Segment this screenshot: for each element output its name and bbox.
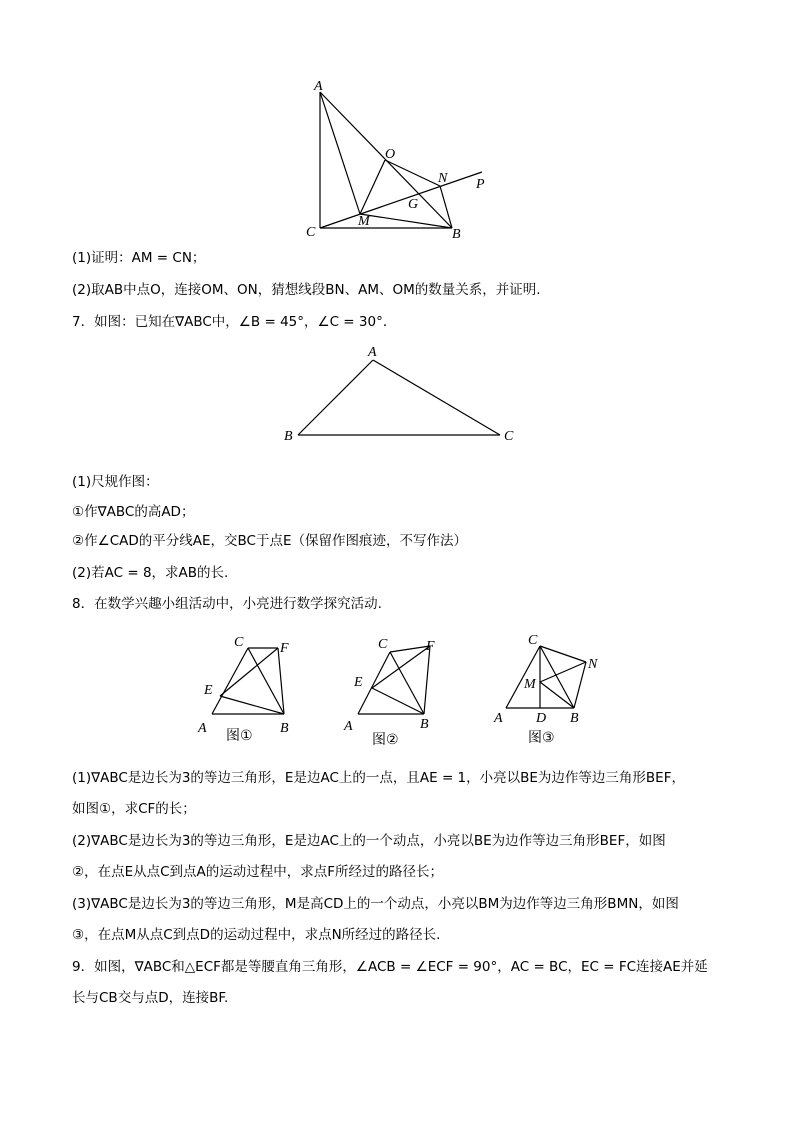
label-d: D: [536, 711, 547, 726]
label-b: B: [420, 717, 429, 732]
label-p: P: [476, 177, 485, 192]
q7-part2: (2)若AC = 8，求AB的长.: [72, 565, 229, 581]
segment-eb: [220, 696, 284, 714]
label-m: M: [358, 214, 370, 229]
q7-part1a: ①作∇ABC的高AD；: [72, 504, 195, 520]
segment-cb: [390, 652, 424, 714]
q8-part1a: (1)∇ABC是边长为3的等边三角形，E是边AC上的一点，且AE = 1，小亮以BE为边作等边三角形BEF，: [72, 770, 685, 786]
label-b: B: [570, 711, 579, 726]
figure-q8-2: [340, 628, 450, 746]
label-f: F: [426, 639, 435, 654]
q7-part1b: ②作∠CAD的平分线AE，交BC于点E（保留作图痕迹，不写作法）: [72, 533, 468, 549]
q9-stem-line2: 长与CB交与点D，连接BF.: [72, 990, 229, 1006]
label-c: C: [306, 225, 316, 240]
segment-ef: [372, 646, 430, 688]
segment-cp: [320, 172, 482, 228]
segment-ac: [212, 648, 248, 714]
label-e: E: [204, 683, 213, 698]
label-m: M: [524, 677, 536, 692]
figure-q6: [290, 72, 510, 242]
segment-ef: [220, 648, 278, 696]
q8-part2b: ②，在点E从点C到点A的运动过程中，求点F所经过的路径长；: [72, 864, 444, 880]
caption-fig1: 图①: [226, 728, 253, 744]
segment-cf: [390, 646, 430, 652]
q8-stem: 8．在数学兴趣小组活动中，小亮进行数学探究活动.: [72, 596, 382, 612]
q7-stem: 7．如图：已知在∇ABC中，∠B = 45°，∠C = 30°．: [72, 314, 397, 330]
segment-mb: [540, 682, 574, 708]
segment-ac: [373, 360, 500, 435]
figure-q8-3: [488, 626, 618, 746]
caption-fig3: 图③: [528, 730, 555, 746]
figure-q7: [278, 340, 528, 450]
label-n: N: [438, 171, 448, 186]
label-o: O: [385, 147, 396, 162]
segment-nb: [574, 662, 586, 708]
label-c: C: [378, 637, 388, 652]
label-e: E: [354, 675, 363, 690]
q6-part1: (1)证明：AM = CN；: [72, 250, 206, 266]
label-a: A: [368, 345, 377, 360]
label-f: F: [280, 641, 289, 656]
segment-ac: [358, 652, 390, 714]
q8-part3b: ③，在点M从点C到点D的运动过程中，求点N所经过的路径长.: [72, 927, 441, 943]
segment-ab: [298, 360, 373, 435]
segment-on: [385, 160, 440, 186]
figure-q8-1: [192, 628, 302, 746]
label-b: B: [284, 429, 293, 444]
q7-part1: (1)尺规作图：: [72, 474, 159, 490]
q8-part2a: (2)∇ABC是边长为3的等边三角形，E是边AC上的一个动点，小亮以BE为边作等边三角形BEF，如图: [72, 833, 666, 849]
segment-fb: [424, 646, 430, 714]
label-a: A: [314, 79, 323, 94]
segment-mn: [540, 662, 586, 682]
label-b: B: [280, 721, 289, 736]
segment-cb: [540, 646, 574, 708]
q6-part2: (2)取AB中点O，连接OM、ON，猜想线段BN、AM、OM的数量关系，并证明.: [72, 282, 541, 298]
label-c: C: [504, 429, 514, 444]
label-n: N: [588, 657, 598, 672]
segment-om: [360, 160, 385, 214]
label-c: C: [234, 635, 244, 650]
segment-mb: [360, 214, 452, 228]
caption-fig2: 图②: [372, 732, 399, 748]
label-c: C: [528, 633, 538, 648]
label-g: G: [408, 197, 419, 212]
label-a: A: [494, 711, 503, 726]
q8-part3a: (3)∇ABC是边长为3的等边三角形，M是高CD上的一个动点，小亮以BM为边作等边三角形BMN，如图: [72, 896, 679, 912]
q9-stem-line1: 9．如图，∇ABC和△ECF都是等腰直角三角形，∠ACB = ∠ECF = 90°，AC = BC，EC = FC连接AE并延: [72, 959, 708, 975]
label-b: B: [452, 227, 461, 242]
label-a: A: [344, 719, 353, 734]
segment-am: [320, 92, 360, 214]
q8-part1b: 如图①，求CF的长；: [72, 801, 196, 817]
label-a: A: [198, 721, 207, 736]
